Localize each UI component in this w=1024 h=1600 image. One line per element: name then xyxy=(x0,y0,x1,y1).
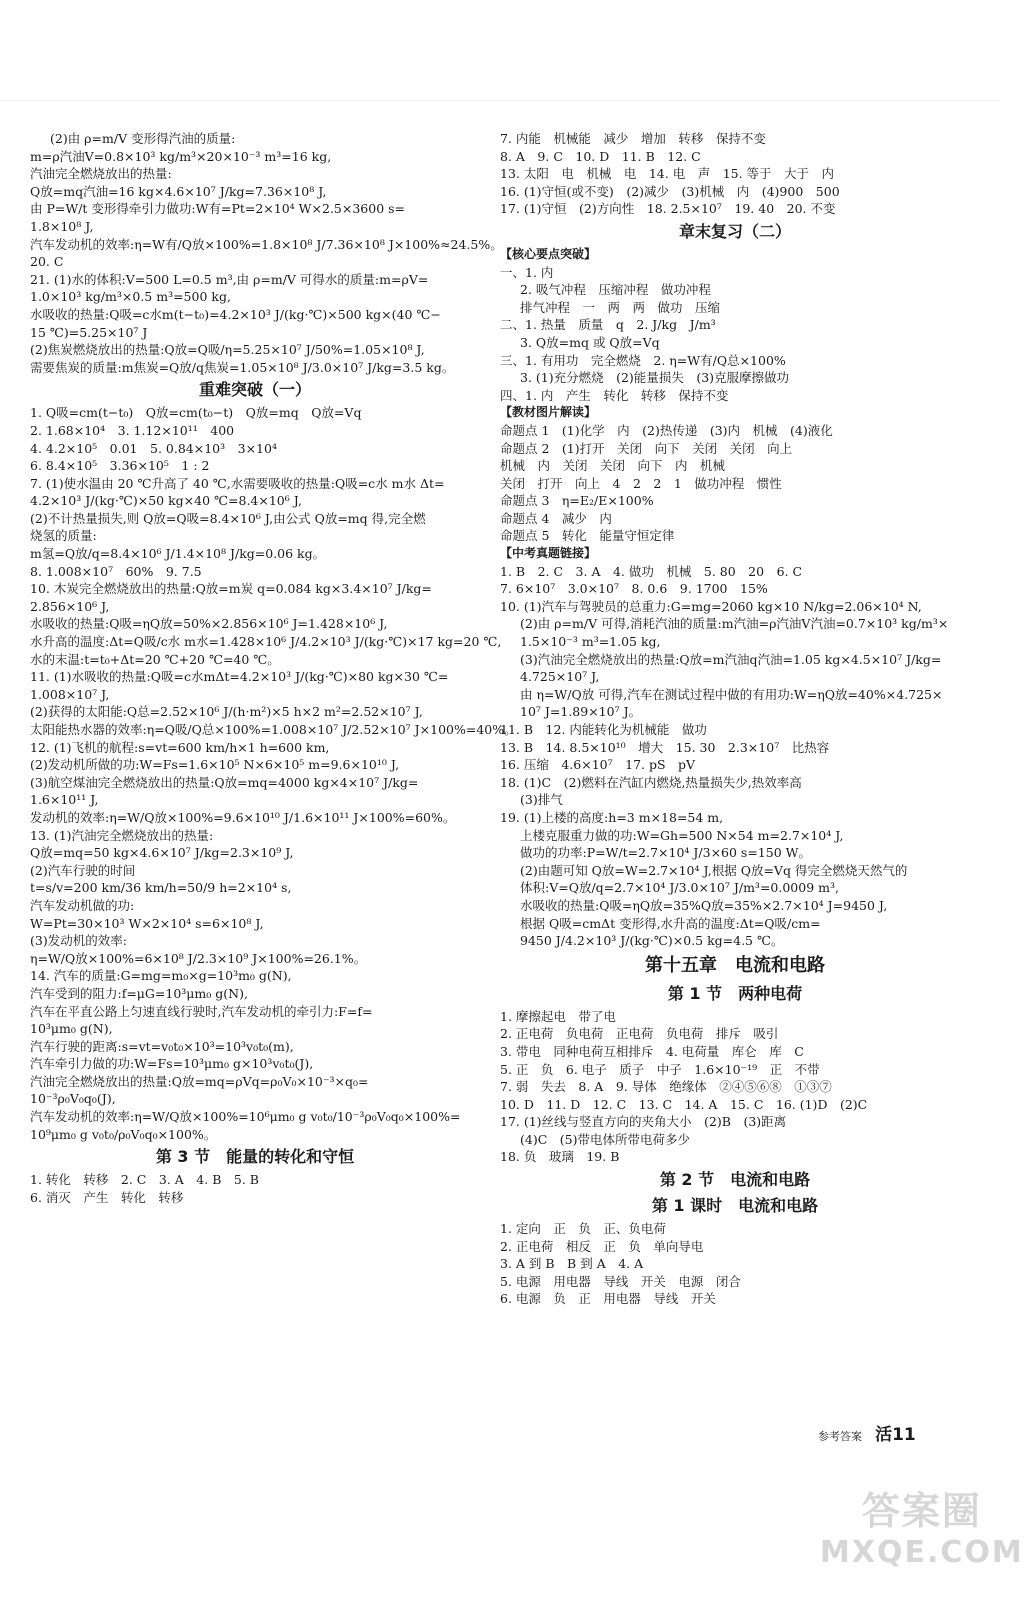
answer-line: 1.6×10¹¹ J, xyxy=(30,792,99,808)
answer-line: 水吸收的热量:Q吸=ηQ放=35%Q放=35%×2.7×10⁴ J=9450 J, xyxy=(520,897,888,913)
left-column xyxy=(30,130,517,1206)
answer-line: 机械 内 关闭 关闭 向下 内 机械 xyxy=(500,458,726,474)
answer-line: 汽车发动机的效率:η=W/Q放×100%=10⁶μm₀ g v₀t₀/10⁻³ρ₀V₀q₀×100%= xyxy=(30,1109,461,1125)
answer-line: 命题点 1 (1)化学 内 (2)热传递 (3)内 机械 (4)液化 xyxy=(500,422,833,438)
answer-line: 4.725×10⁷ J, xyxy=(520,669,600,685)
answer-line: η=W/Q放×100%=6×10⁸ J/2.3×10⁹ J×100%=26.1%。 xyxy=(30,950,367,966)
answer-line: 四、1. 内 产生 转化 转移 保持不变 xyxy=(500,387,729,403)
page-number: 活11 xyxy=(875,1425,916,1445)
answer-line: (2)焦炭燃烧放出的热量:Q放=Q吸/η=5.25×10⁷ J/50%=1.05×10⁸ J, xyxy=(30,342,425,358)
answer-line: 15 ℃)=5.25×10⁷ J xyxy=(30,324,148,340)
answer-line: 2. 正电荷 相反 正 负 单向导电 xyxy=(500,1238,704,1254)
subsection-tag: 【核心要点突破】 xyxy=(500,246,597,261)
watermark-url: MXQE.COM xyxy=(820,1535,1024,1570)
answer-line: (2)由 ρ=m/V 可得,消耗汽油的质量:m汽油=ρ汽油V汽油=0.7×10³ kg/m³× xyxy=(520,616,949,632)
answer-line: 2.856×10⁶ J, xyxy=(30,598,110,614)
answer-line: 14. 汽车的质量:G=mg=m₀×g=10³m₀ g(N), xyxy=(30,968,292,984)
answer-line: 6. 8.4×10⁵ 3.36×10⁵ 1 : 2 xyxy=(30,458,210,474)
answer-line: 汽车在平直公路上匀速直线行驶时,汽车发动机的牵引力:F=f= xyxy=(30,1003,373,1019)
answer-line: 10⁹μm₀ g v₀t₀/ρ₀V₀q₀×100%。 xyxy=(30,1126,217,1142)
answer-line: 1. Q吸=cm(t−t₀) Q放=cm(t₀−t) Q放=mq Q放=Vq xyxy=(30,405,362,421)
answer-line: 4.2×10³ J/(kg·℃)×50 kg×40 ℃=8.4×10⁶ J, xyxy=(30,493,302,509)
answer-line: 1. 摩擦起电 带了电 xyxy=(500,1008,616,1024)
answer-line: 10⁷ J=1.89×10⁷ J。 xyxy=(520,704,642,720)
answer-line: 三、1. 有用功 完全燃烧 2. η=W有/Q总×100% xyxy=(500,352,786,368)
page-footer xyxy=(818,1420,916,1445)
answer-line: 18. (1)C (2)燃料在汽缸内燃烧,热量损失少,热效率高 xyxy=(500,774,802,790)
answer-line: (2)由题可知 Q放=W=2.7×10⁴ J,根据 Q放=Vq 得完全燃烧天然气的 xyxy=(520,862,908,878)
answer-line: 11. (1)水吸收的热量:Q吸=c水mΔt=4.2×10³ J/(kg·℃)×80 kg×30 ℃= xyxy=(30,669,449,685)
answer-line: 需要焦炭的质量:m焦炭=Q放/q焦炭=1.05×10⁸ J/3.0×10⁷ J/kg=3.5 kg。 xyxy=(30,359,455,375)
answer-line: 汽车发动机的效率:η=W有/Q放×100%=1.8×10⁸ J/7.36×10⁸ J×100%≈24.5%。 xyxy=(30,236,503,252)
answer-line: 18. 负 玻璃 19. B xyxy=(500,1149,620,1165)
answer-line: 1.008×10⁷ J, xyxy=(30,686,110,702)
answer-line: 做功的功率:P=W/t=2.7×10⁴ J/3×60 s=150 W。 xyxy=(520,845,811,861)
answer-line: 2. 正电荷 负电荷 正电荷 负电荷 排斥 吸引 xyxy=(500,1026,779,1042)
answer-line: m氢=Q放/q=8.4×10⁶ J/1.4×10⁸ J/kg=0.06 kg。 xyxy=(30,546,326,562)
answer-line: 命题点 5 转化 能量守恒定律 xyxy=(500,528,675,544)
section-heading: 第 1 课时 电流和电路 xyxy=(651,1196,819,1216)
answer-line: 17. (1)守恒 (2)方向性 18. 2.5×10⁷ 19. 40 20. 不变 xyxy=(500,201,836,217)
answer-line: (3)航空煤油完全燃烧放出的热量:Q放=mq=4000 kg×4×10⁷ J/kg= xyxy=(30,774,419,790)
answer-line: 体积:V=Q放/q=2.7×10⁴ J/3.0×10⁷ J/m³=0.0009 m³, xyxy=(520,880,839,896)
answer-line: 10⁻³ρ₀V₀q₀(J), xyxy=(30,1091,116,1107)
answer-line: 1.0×10³ kg/m³×0.5 m³=500 kg, xyxy=(30,289,231,305)
answer-line: 16. 压缩 4.6×10⁷ 17. pS pV xyxy=(500,757,696,773)
answer-line: (2)获得的太阳能:Q总=2.52×10⁶ J/(h·m²)×5 h×2 m²=2.52×10⁷ J, xyxy=(30,704,423,720)
answer-line: 水的末温:t=t₀+Δt=20 ℃+20 ℃=40 ℃。 xyxy=(30,651,280,667)
answer-line: 1. 转化 转移 2. C 3. A 4. B 5. B xyxy=(30,1172,259,1188)
answer-line: (2)发动机所做的功:W=Fs=1.6×10⁵ N×6×10⁵ m=9.6×10¹⁰ J, xyxy=(30,757,400,773)
answer-line: 17. (1)丝线与竖直方向的夹角大小 (2)B (3)距离 xyxy=(500,1114,787,1130)
section-heading: 第 3 节 能量的转化和守恒 xyxy=(155,1147,355,1167)
answer-line: 7. (1)使水温由 20 ℃升高了 40 ℃,水需要吸收的热量:Q吸=c水 m水 Δt= xyxy=(30,475,445,491)
answer-line: 由 η=W/Q放 可得,汽车在测试过程中做的有用功:W=ηQ放=40%×4.725× xyxy=(520,686,943,702)
watermark-text: 答案圈 xyxy=(861,1489,982,1533)
answer-line: 汽车行驶的距离:s=vt=v₀t₀×10³=10³v₀t₀(m), xyxy=(30,1038,294,1054)
answer-line: 6. 电源 负 正 用电器 导线 开关 xyxy=(500,1291,716,1307)
answer-line: 汽车受到的阻力:f=μG=10³μm₀ g(N), xyxy=(30,985,248,1001)
scan-edge xyxy=(0,100,1000,101)
answer-line: (3)排气 xyxy=(520,792,563,808)
answer-line: (2)不计热量损失,则 Q放=Q吸=8.4×10⁶ J,由公式 Q放=mq 得,完全燃 xyxy=(30,510,426,526)
answer-line: 5. 电源 用电器 导线 开关 电源 闭合 xyxy=(500,1273,741,1289)
answer-line: 4. 4.2×10⁵ 0.01 5. 0.84×10³ 3×10⁴ xyxy=(30,440,277,456)
answer-line: 7. 6×10⁷ 3.0×10⁷ 8. 0.6 9. 1700 15% xyxy=(500,581,768,597)
answer-line: 7. 内能 机械能 减少 增加 转移 保持不变 xyxy=(500,131,766,146)
answer-line: m=ρ汽油V=0.8×10³ kg/m³×20×10⁻³ m³=16 kg, xyxy=(30,148,332,164)
answer-line: 命题点 2 (1)打开 关闭 向下 关闭 关闭 向上 xyxy=(500,440,793,456)
subsection-tag: 【教材图片解读】 xyxy=(500,405,597,420)
answer-line: 3. Q放=mq 或 Q放=Vq xyxy=(520,334,660,350)
answer-line: 根据 Q吸=cmΔt 变形得,水升高的温度:Δt=Q吸/cm= xyxy=(520,915,821,931)
answer-line: 21. (1)水的体积:V=500 L=0.5 m³,由 ρ=m/V 可得水的质量:m=ρV= xyxy=(30,271,429,287)
answer-line: 一、1. 内 xyxy=(500,264,554,280)
footer-reference-label: 参考答案 xyxy=(818,1430,862,1443)
answer-line: 9450 J/4.2×10³ J/(kg·℃)×0.5 kg=4.5 ℃。 xyxy=(520,933,784,949)
answer-line: 7. 弱 失去 8. A 9. 导体 绝缘体 ②④⑤⑥⑧ ①③⑦ xyxy=(500,1079,832,1095)
answer-line: 6. 消灭 产生 转化 转移 xyxy=(30,1189,184,1205)
answer-line: 由 P=W/t 变形得牵引力做功:W有=Pt=2×10⁴ W×2.5×3600 s= xyxy=(30,201,406,217)
answer-line: 发动机的效率:η=W/Q放×100%=9.6×10¹⁰ J/1.6×10¹¹ J×100%=60%。 xyxy=(30,809,456,825)
answer-line: 10³μm₀ g(N), xyxy=(30,1021,113,1037)
answer-line: 命题点 3 η=E₂/E×100% xyxy=(500,493,654,509)
section-heading: 第 2 节 电流和电路 xyxy=(659,1170,811,1190)
answer-line: Q放=mq汽油=16 kg×4.6×10⁷ J/kg=7.36×10⁸ J, xyxy=(30,183,327,199)
right-column xyxy=(500,130,970,1308)
answer-line: (2)由 ρ=m/V 变形得汽油的质量: xyxy=(50,131,236,146)
watermark xyxy=(820,1480,1024,1570)
answer-line: 13. 太阳 电 机械 电 14. 电 声 15. 等于 大于 内 xyxy=(500,166,835,182)
answer-line: 3. (1)充分燃烧 (2)能量损失 (3)克服摩擦做功 xyxy=(520,370,790,386)
answer-line: 3. A 到 B B 到 A 4. A xyxy=(500,1256,644,1272)
answer-line: 汽车牵引力做的功:W=Fs=10³μm₀ g×10³v₀t₀(J), xyxy=(30,1056,314,1072)
section-heading: 章末复习（二） xyxy=(678,221,791,241)
answer-line: 2. 1.68×10⁴ 3. 1.12×10¹¹ 400 xyxy=(30,422,235,438)
answer-line: 10. 木炭完全燃烧放出的热量:Q放=m炭 q=0.084 kg×3.4×10⁷ J/kg= xyxy=(30,581,432,597)
answer-line: 10. (1)汽车与驾驶员的总重力:G=mg=2060 kg×10 N/kg=2.06×10⁴ N, xyxy=(500,598,922,614)
answer-line: 13. B 14. 8.5×10¹⁰ 增大 15. 30 2.3×10⁷ 比热容 xyxy=(500,739,830,755)
answer-line: 5. 正 负 6. 电子 质子 中子 1.6×10⁻¹⁹ 正 不带 xyxy=(500,1061,820,1077)
answer-line: 命题点 4 减少 内 xyxy=(500,510,612,526)
answer-line: 12. (1)飞机的航程:s=vt=600 km/h×1 h=600 km, xyxy=(30,739,330,755)
answer-line: 排气冲程 一 两 两 做功 压缩 xyxy=(520,299,721,315)
answer-line: (3)发动机的效率: xyxy=(30,933,127,949)
answer-line: 太阳能热水器的效率:η=Q吸/Q总×100%=1.008×10⁷ J/2.52×10⁷ J×100%=40%。 xyxy=(30,722,517,737)
answer-line: 3. 带电 同种电荷互相排斥 4. 电荷量 库仑 库 C xyxy=(500,1043,804,1059)
answer-line: t=s/v=200 km/36 km/h=50/9 h=2×10⁴ s, xyxy=(30,880,292,896)
answer-line: 水升高的温度:Δt=Q吸/c水 m水=1.428×10⁶ J/4.2×10³ J/(kg·℃)×17 kg=20 ℃, xyxy=(30,634,502,650)
section-heading: 重难突破（一） xyxy=(198,380,311,400)
answer-line: 8. 1.008×10⁷ 60% 9. 7.5 xyxy=(30,563,202,579)
answer-line: 13. (1)汽油完全燃烧放出的热量: xyxy=(30,827,214,843)
answer-line: 汽油完全燃烧放出的热量: xyxy=(30,166,172,182)
answer-line: 汽车发动机做的功: xyxy=(30,897,135,913)
answer-line: 10. D 11. D 12. C 13. C 14. A 15. C 16. (1)D (2)C xyxy=(500,1096,868,1112)
answer-line: W=Pt=30×10³ W×2×10⁴ s=6×10⁸ J, xyxy=(30,915,264,931)
answer-line: (4)C (5)带电体所带电荷多少 xyxy=(520,1131,690,1147)
answer-line: 1.8×10⁸ J, xyxy=(30,218,94,234)
section-heading: 第 1 节 两种电荷 xyxy=(667,983,803,1003)
answer-line: 上楼克服重力做的功:W=Gh=500 N×54 m=2.7×10⁴ J, xyxy=(520,827,844,843)
answer-line: 16. (1)守恒(或不变) (2)减少 (3)机械 内 (4)900 500 xyxy=(500,183,840,199)
answer-line: 1. B 2. C 3. A 4. 做功 机械 5. 80 20 6. C xyxy=(500,563,803,579)
subsection-tag: 【中考真题链接】 xyxy=(500,546,597,561)
answer-line: 水吸收的热量:Q吸=c水m(t−t₀)=4.2×10³ J/(kg·℃)×500 kg×(40 ℃− xyxy=(30,306,441,322)
answer-line: 11. B 12. 内能转化为机械能 做功 xyxy=(500,722,707,737)
answer-line: 水吸收的热量:Q吸=ηQ放=50%×2.856×10⁶ J=1.428×10⁶ J, xyxy=(30,616,388,632)
answer-line: 20. C xyxy=(30,254,64,270)
answer-line: 19. (1)上楼的高度:h=3 m×18=54 m, xyxy=(500,809,724,825)
answer-line: (3)汽油完全燃烧放出的热量:Q放=m汽油q汽油=1.05 kg×4.5×10⁷ J/kg= xyxy=(520,651,942,667)
section-heading: 第十五章 电流和电路 xyxy=(645,954,825,976)
answer-line: 烧氢的质量: xyxy=(30,528,97,544)
answer-line: 二、1. 热量 质量 q 2. J/kg J/m³ xyxy=(500,317,716,333)
answer-line: 关闭 打开 向上 4 2 2 1 做功冲程 惯性 xyxy=(500,475,782,491)
answer-line: 汽油完全燃烧放出的热量:Q放=mq=ρVq=ρ₀V₀×10⁻³×q₀= xyxy=(30,1073,369,1089)
answer-line: 8. A 9. C 10. D 11. B 12. C xyxy=(500,148,701,164)
answer-line: 1.5×10⁻³ m³=1.05 kg, xyxy=(520,634,661,650)
answer-line: 1. 定向 正 负 正、负电荷 xyxy=(500,1221,666,1237)
answer-line: (2)汽车行驶的时间 xyxy=(30,862,136,878)
answer-line: Q放=mq=50 kg×4.6×10⁷ J/kg=2.3×10⁹ J, xyxy=(30,845,294,861)
answer-line: 2. 吸气冲程 压缩冲程 做功冲程 xyxy=(520,282,711,298)
